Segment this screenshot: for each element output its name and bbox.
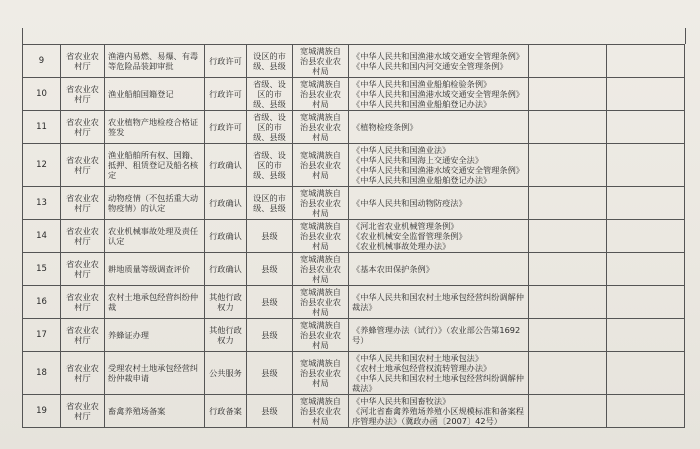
- implementing-body-cell: 宽城满族自治县农业农村局: [293, 395, 349, 428]
- implementing-body-cell: 宽城满族自治县农业农村局: [293, 352, 349, 395]
- legal-basis-cell: [349, 253, 529, 286]
- item-name-cell: 农村土地承包经营纠纷仲裁: [105, 286, 205, 319]
- legal-basis-line: 《中华人民共和国渔港水域交通安全管理条例》: [352, 165, 524, 175]
- legal-basis-line: 《农业机械事故处理办法》: [352, 241, 451, 251]
- legal-basis-line: 《河北省畜禽养殖场养殖小区规模标准和备案程: [352, 406, 524, 416]
- empty-cell: [607, 187, 685, 220]
- row-number-cell: 17: [23, 319, 61, 352]
- legal-basis-line: 《中华人民共和国渔业船舶检验条例》: [352, 79, 492, 89]
- empty-cell: [529, 286, 607, 319]
- table-row: [23, 78, 685, 111]
- legal-basis-cell: [349, 319, 529, 352]
- empty-cell: [607, 395, 685, 428]
- item-name-cell: 耕地质量等级调查评价: [105, 253, 205, 286]
- legal-basis-line: 《河北省农业机械管理条例》: [352, 221, 459, 231]
- legal-basis-cell: [349, 45, 529, 78]
- power-type-cell: 其他行政权力: [205, 319, 247, 352]
- empty-cell: [607, 220, 685, 253]
- power-type-cell: 行政确认: [205, 187, 247, 220]
- table-row: [23, 352, 685, 395]
- row-number-cell: 11: [23, 111, 61, 144]
- legal-basis-line: 《中华人民共和国渔业船舶登记办法》: [352, 99, 492, 109]
- legal-basis-line: 裁法》: [352, 383, 377, 393]
- empty-cell: [529, 111, 607, 144]
- row-number-cell: 10: [23, 78, 61, 111]
- table-row: [23, 253, 685, 286]
- legal-basis-cell: [349, 286, 529, 319]
- table-top-continuation: [22, 28, 686, 44]
- empty-cell: [607, 319, 685, 352]
- department-cell: 省农业农村厅: [61, 144, 105, 187]
- power-list-table: [22, 44, 685, 428]
- legal-basis-line: 《中华人民共和国畜牧法》: [352, 396, 451, 406]
- department-cell: 省农业农村厅: [61, 395, 105, 428]
- legal-basis-line: 《农村土地承包经营权流转管理办法》: [352, 363, 492, 373]
- exercise-level-cell: 县级: [247, 319, 293, 352]
- exercise-level-cell: 设区的市级、县级: [247, 45, 293, 78]
- legal-basis-cell: [349, 78, 529, 111]
- department-cell: 省农业农村厅: [61, 111, 105, 144]
- table-row: [23, 395, 685, 428]
- empty-cell: [529, 253, 607, 286]
- exercise-level-cell: 县级: [247, 286, 293, 319]
- row-number-cell: 14: [23, 220, 61, 253]
- power-type-cell: 行政备案: [205, 395, 247, 428]
- legal-basis-line: 《中华人民共和国海上交通安全法》: [352, 155, 484, 165]
- row-number-cell: 16: [23, 286, 61, 319]
- implementing-body-cell: 宽城满族自治县农业农村局: [293, 187, 349, 220]
- legal-basis-cell: [349, 111, 529, 144]
- power-type-cell: 行政许可: [205, 78, 247, 111]
- item-name-cell: 受理农村土地承包经营纠纷仲裁申请: [105, 352, 205, 395]
- table-row: [23, 319, 685, 352]
- legal-basis-line: 《中华人民共和国渔港水域交通安全管理条例》: [352, 89, 524, 99]
- exercise-level-cell: 县级: [247, 253, 293, 286]
- empty-cell: [607, 78, 685, 111]
- exercise-level-cell: 省级、设区的市级、县级: [247, 78, 293, 111]
- row-number-cell: 13: [23, 187, 61, 220]
- item-name-cell: 养蜂证办理: [105, 319, 205, 352]
- exercise-level-cell: 县级: [247, 220, 293, 253]
- empty-cell: [529, 78, 607, 111]
- legal-basis-line: 《中华人民共和国渔港水域交通安全管理条例》: [352, 51, 524, 61]
- implementing-body-cell: 宽城满族自治县农业农村局: [293, 253, 349, 286]
- implementing-body-cell: 宽城满族自治县农业农村局: [293, 144, 349, 187]
- implementing-body-cell: 宽城满族自治县农业农村局: [293, 45, 349, 78]
- department-cell: 省农业农村厅: [61, 352, 105, 395]
- empty-cell: [529, 144, 607, 187]
- row-number-cell: 18: [23, 352, 61, 395]
- table-row: [23, 220, 685, 253]
- empty-cell: [607, 111, 685, 144]
- legal-basis-line: 《中华人民共和国渔业法》: [352, 145, 451, 155]
- department-cell: 省农业农村厅: [61, 78, 105, 111]
- empty-cell: [529, 220, 607, 253]
- empty-cell: [529, 395, 607, 428]
- legal-basis-cell: [349, 352, 529, 395]
- item-name-cell: 动物疫情（不包括重大动物疫情）的认定: [105, 187, 205, 220]
- item-name-cell: 渔业船舶国籍登记: [105, 78, 205, 111]
- legal-basis-line: 《中华人民共和国动物防疫法》: [352, 198, 467, 208]
- legal-basis-line: 号）: [352, 335, 369, 345]
- empty-cell: [607, 144, 685, 187]
- implementing-body-cell: 宽城满族自治县农业农村局: [293, 319, 349, 352]
- row-number-cell: 9: [23, 45, 61, 78]
- legal-basis-cell: [349, 395, 529, 428]
- implementing-body-cell: 宽城满族自治县农业农村局: [293, 220, 349, 253]
- implementing-body-cell: 宽城满族自治县农业农村局: [293, 78, 349, 111]
- legal-basis-line: 《养蜂管理办法（试行）》（农业部公告第1692: [352, 325, 521, 335]
- power-type-cell: 公共服务: [205, 352, 247, 395]
- empty-cell: [529, 319, 607, 352]
- table-row: [23, 187, 685, 220]
- department-cell: 省农业农村厅: [61, 187, 105, 220]
- legal-basis-line: 《中华人民共和国农村土地承包经营纠纷调解仲: [352, 292, 524, 302]
- exercise-level-cell: 省级、设区的市级、县级: [247, 111, 293, 144]
- legal-basis-line: 《农业机械安全监督管理条例》: [352, 231, 467, 241]
- department-cell: 省农业农村厅: [61, 253, 105, 286]
- power-type-cell: 行政确认: [205, 220, 247, 253]
- implementing-body-cell: 宽城满族自治县农业农村局: [293, 111, 349, 144]
- power-type-cell: 行政许可: [205, 111, 247, 144]
- empty-cell: [529, 352, 607, 395]
- exercise-level-cell: 省级、设区的市级、县级: [247, 144, 293, 187]
- item-name-cell: 渔港内易燃、易爆、有毒等危险品装卸审批: [105, 45, 205, 78]
- empty-cell: [529, 45, 607, 78]
- legal-basis-line: 《基本农田保护条例》: [352, 264, 434, 274]
- item-name-cell: 畜禽养殖场备案: [105, 395, 205, 428]
- table-row: [23, 286, 685, 319]
- table-row: [23, 45, 685, 78]
- department-cell: 省农业农村厅: [61, 45, 105, 78]
- department-cell: 省农业农村厅: [61, 319, 105, 352]
- legal-basis-cell: [349, 220, 529, 253]
- table-row: [23, 144, 685, 187]
- power-type-cell: 行政确认: [205, 144, 247, 187]
- empty-cell: [529, 187, 607, 220]
- table-row: [23, 111, 685, 144]
- implementing-body-cell: 宽城满族自治县农业农村局: [293, 286, 349, 319]
- legal-basis-line: 裁法》: [352, 302, 377, 312]
- exercise-level-cell: 县级: [247, 352, 293, 395]
- item-name-cell: 农业植物产地检疫合格证签发: [105, 111, 205, 144]
- row-number-cell: 15: [23, 253, 61, 286]
- empty-cell: [607, 45, 685, 78]
- item-name-cell: 渔业船舶所有权、国籍、抵押、租赁登记及船名核定: [105, 144, 205, 187]
- legal-basis-line: 《中华人民共和国渔业船舶登记办法》: [352, 175, 492, 185]
- legal-basis-line: 《中华人民共和国农村土地承包法》: [352, 353, 484, 363]
- empty-cell: [607, 286, 685, 319]
- power-type-cell: 其他行政权力: [205, 286, 247, 319]
- empty-cell: [607, 253, 685, 286]
- empty-cell: [607, 352, 685, 395]
- legal-basis-line: 序管理办法》（冀政办函〔2007〕42号）: [352, 416, 502, 426]
- item-name-cell: 农业机械事故处理及责任认定: [105, 220, 205, 253]
- legal-basis-line: 《中华人民共和国农村土地承包经营纠纷调解仲: [352, 373, 524, 383]
- department-cell: 省农业农村厅: [61, 286, 105, 319]
- legal-basis-cell: [349, 144, 529, 187]
- department-cell: 省农业农村厅: [61, 220, 105, 253]
- legal-basis-cell: [349, 187, 529, 220]
- row-number-cell: 12: [23, 144, 61, 187]
- power-type-cell: 行政确认: [205, 253, 247, 286]
- power-type-cell: 行政许可: [205, 45, 247, 78]
- legal-basis-line: 《植物检疫条例》: [352, 122, 418, 132]
- exercise-level-cell: 设区的市级、县级: [247, 187, 293, 220]
- legal-basis-line: 《中华人民共和国内河交通安全管理条例》: [352, 61, 508, 71]
- exercise-level-cell: 县级: [247, 395, 293, 428]
- row-number-cell: 19: [23, 395, 61, 428]
